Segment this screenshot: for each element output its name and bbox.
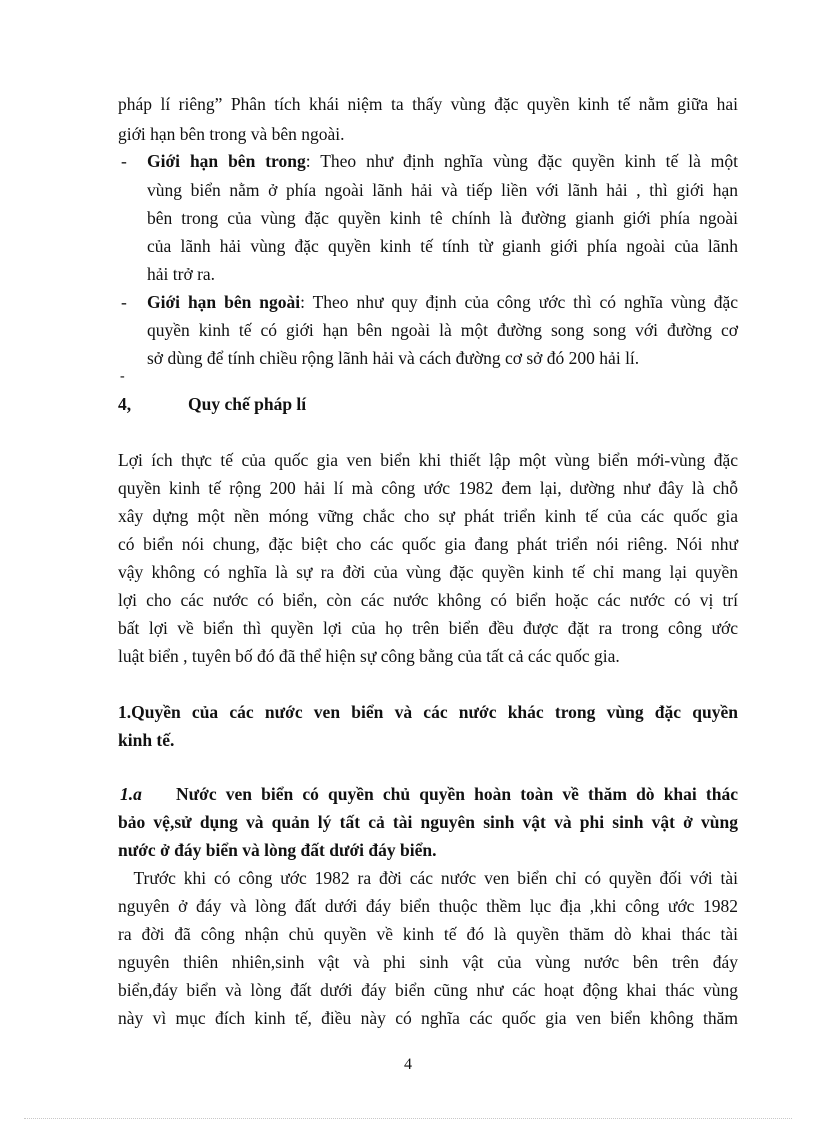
- heading-1a-line-2: bảo vệ,sử dụng và quản lý tất cả tài nguyên sinh vật và phi sinh vật ở vùng: [118, 812, 738, 832]
- bullet-inner-limit-line-5: hải trở ra.: [147, 264, 216, 284]
- intro-line-2: giới hạn bên trong và bên ngoài.: [118, 124, 345, 144]
- bullet-text: : Theo như định nghĩa vùng đặc quyền kinh tế là một: [305, 151, 738, 171]
- para2-line: Trước khi có công ước 1982 ra đời các nước ven biển chỉ có quyền đối với tài: [118, 868, 738, 888]
- heading-1a-line-1: Nước ven biển có quyền chủ quyền hoàn toàn về thăm dò khai thác: [176, 784, 738, 804]
- bullet-inner-limit-line-3: bên trong của vùng đặc quyền kinh tê chính là đường gianh giới phía ngoài: [147, 208, 738, 228]
- bullet-outer-limit-line-2: quyền kinh tế có giới hạn bên ngoài là một đường song song với đường cơ: [147, 320, 738, 340]
- bullet-term: Giới hạn bên trong: [147, 151, 306, 171]
- bullet-dash: -: [121, 292, 127, 312]
- bullet-inner-limit-line-1: [147, 151, 738, 171]
- bullet-term: Giới hạn bên ngoài: [147, 292, 301, 312]
- page-number: 4: [404, 1056, 412, 1073]
- para1-line: Lợi ích thực tế của quốc gia ven biển khi thiết lập một vùng biển mới-vùng đặc: [118, 450, 738, 470]
- bullet-inner-limit-line-2: vùng biển nằm ở phía ngoài lãnh hải và tiếp liền với lãnh hải , thì giới hạn: [147, 180, 738, 200]
- para2-line: ra đời đã công nhận chủ quyền về kinh tế đó là quyền thăm dò khai thác tài: [118, 924, 738, 944]
- bullet-outer-limit-line-3: sở dùng để tính chiều rộng lãnh hải và cách đường cơ sở đó 200 hải lí.: [147, 348, 640, 368]
- para1-line: lợi cho các nước có biển, còn các nước không có biển hoặc các nước có vị trí: [118, 590, 738, 610]
- para2-line: nguyên thiên nhiên,sinh vật và phi sinh vật của vùng nước bên trên đáy: [118, 952, 738, 972]
- para2-line: này vì mục đích kinh tế, điều này có nghĩa các quốc gia ven biển không thăm: [118, 1008, 738, 1028]
- bullet-outer-limit-line-1: [147, 292, 738, 312]
- stray-dash: -: [120, 369, 125, 384]
- para1-line: có biển nói chung, đặc biệt cho các quốc gia đang phát triển nói riêng. Nói như: [118, 534, 738, 554]
- para1-line: luật biển , tuyên bố đó đã thể hiện sự công bằng của tất cả các quốc gia.: [118, 646, 620, 666]
- heading-1-line-1: 1.Quyền của các nước ven biển và các nước khác trong vùng đặc quyền: [118, 702, 738, 722]
- page-bottom-divider: [24, 1118, 792, 1119]
- bullet-inner-limit-line-4: của lãnh hải vùng đặc quyền kinh tế tính từ gianh giới phía ngoài của lãnh: [147, 236, 738, 256]
- para1-line: vậy không có nghĩa là sự ra đời của vùng đặc quyền kinh tế chỉ mang lại quyền: [118, 562, 738, 582]
- para1-line: xây dựng một nền móng vững chắc cho sự phát triển kinh tế của các quốc gia: [118, 506, 738, 526]
- heading-1a-number: 1.a: [120, 784, 142, 804]
- bullet-dash: -: [121, 151, 127, 171]
- heading-1-line-2: kinh tế.: [118, 730, 175, 750]
- section-title: Quy chế pháp lí: [188, 394, 307, 414]
- para1-line: bất lợi về biển thì quyền lợi của họ trên biển đều được đặt ra trong công ước: [118, 618, 738, 638]
- para2-line: nguyên ở đáy và lòng đất dưới đáy biển thuộc thềm lục địa ,khi công ước 1982: [118, 896, 738, 916]
- heading-1a-line-3: nước ở đáy biển và lòng đất dưới đáy biển.: [118, 840, 437, 860]
- section-number: 4,: [118, 394, 132, 414]
- bullet-text: : Theo như quy định của công ước thì có nghĩa vùng đặc: [300, 292, 738, 312]
- intro-line-1: pháp lí riêng” Phân tích khái niệm ta thấy vùng đặc quyền kinh tế nằm giữa hai: [118, 94, 738, 114]
- para1-line: quyền kinh tế rộng 200 hải lí mà công ước 1982 đem lại, dường như đây là chỗ: [118, 478, 738, 498]
- para2-line: biển,đáy biển và lòng đất dưới đáy biển cũng như các hoạt động khai thác vùng: [118, 980, 738, 1000]
